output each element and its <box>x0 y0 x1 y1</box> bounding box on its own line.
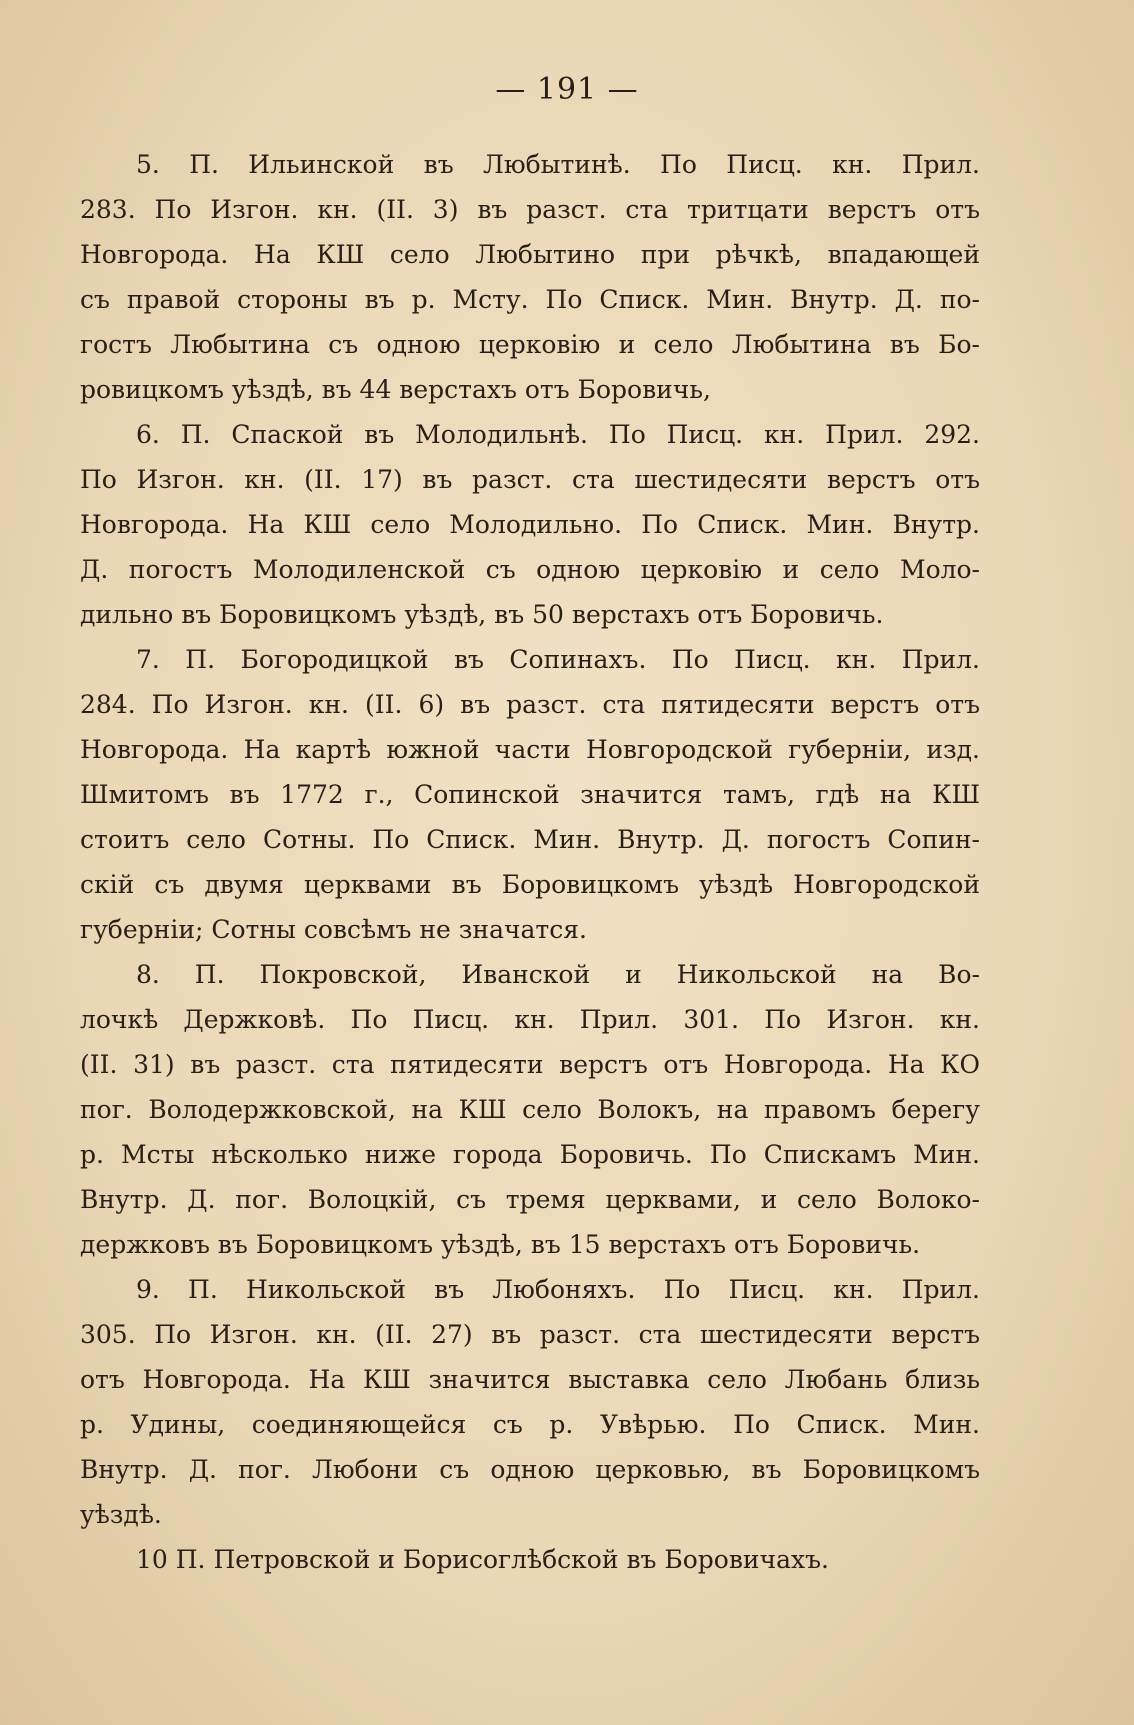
page-number: — 191 — <box>495 72 639 107</box>
text-line: Новгорода. На картѣ южной части Новгородской губерніи, изд. <box>80 735 980 764</box>
text-line: лочкѣ Держковѣ. По Писц. кн. Прил. 301. По Изгон. кн. <box>80 1005 980 1034</box>
text-line: ровицкомъ уѣздѣ, въ 44 верстахъ отъ Боровичь, <box>80 375 711 404</box>
text-line: гостъ Любытина съ одною церковію и село Любытина въ Бо- <box>80 330 980 359</box>
text-line: 8. П. Покровской, Иванской и Никольской на Во- <box>136 960 980 989</box>
text-line: держковъ въ Боровицкомъ уѣздѣ, въ 15 верстахъ отъ Боровичь. <box>80 1230 921 1259</box>
text-line: Внутр. Д. пог. Волоцкій, съ тремя церквами, и село Волоко- <box>80 1185 980 1214</box>
text-line: дильно въ Боровицкомъ уѣздѣ, въ 50 верстахъ отъ Боровичь. <box>80 600 884 629</box>
text-line: По Изгон. кн. (II. 17) въ разст. ста шестидесяти верстъ отъ <box>80 465 980 494</box>
text-line: 10 П. Петровской и Борисоглѣбской въ Боровичахъ. <box>136 1545 829 1574</box>
text-line: 284. По Изгон. кн. (II. 6) въ разст. ста пятидесяти верстъ отъ <box>80 690 980 719</box>
text-line: 9. П. Никольской въ Любоняхъ. По Писц. кн. Прил. <box>136 1275 980 1304</box>
text-line: Шмитомъ въ 1772 г., Сопинской значится тамъ, гдѣ на КШ <box>80 780 980 809</box>
text-line: 7. П. Богородицкой въ Сопинахъ. По Писц. кн. Прил. <box>136 645 980 674</box>
text-line: стоитъ село Сотны. По Списк. Мин. Внутр. Д. погостъ Сопин- <box>80 825 980 854</box>
text-line: Д. погостъ Молодиленской съ одною церковію и село Моло- <box>80 555 980 584</box>
text-line: скій съ двумя церквами въ Боровицкомъ уѣздѣ Новгородской <box>80 870 980 899</box>
text-line: 5. П. Ильинской въ Любытинѣ. По Писц. кн. Прил. <box>136 150 980 179</box>
body-text <box>80 142 980 1582</box>
text-line: Внутр. Д. пог. Любони съ одною церковью, въ Боровицкомъ <box>80 1455 980 1484</box>
text-line: 283. По Изгон. кн. (II. 3) въ разст. ста тритцати верстъ отъ <box>80 195 980 224</box>
text-line: отъ Новгорода. На КШ значится выставка село Любань близь <box>80 1365 980 1394</box>
text-line: (II. 31) въ разст. ста пятидесяти верстъ отъ Новгорода. На КО <box>80 1050 980 1079</box>
text-line: 305. По Изгон. кн. (II. 27) въ разст. ста шестидесяти верстъ <box>80 1320 980 1349</box>
text-line: р. Мсты нѣсколько ниже города Боровичь. По Спискамъ Мин. <box>80 1140 980 1169</box>
text-line: уѣздѣ. <box>80 1500 162 1529</box>
text-line: пог. Володержковской, на КШ село Волокъ, на правомъ берегу <box>80 1095 980 1124</box>
text-line: съ правой стороны въ р. Мсту. По Списк. Мин. Внутр. Д. по- <box>80 285 980 314</box>
text-line: губерніи; Сотны совсѣмъ не значатся. <box>80 915 587 944</box>
text-line: Новгорода. На КШ село Любытино при рѣчкѣ, впадающей <box>80 240 980 269</box>
text-line: Новгорода. На КШ село Молодильно. По Списк. Мин. Внутр. <box>80 510 980 539</box>
text-line: р. Удины, соединяющейся съ р. Увѣрью. По Списк. Мин. <box>80 1410 980 1439</box>
text-line: 6. П. Спаской въ Молодильнѣ. По Писц. кн. Прил. 292. <box>136 420 980 449</box>
